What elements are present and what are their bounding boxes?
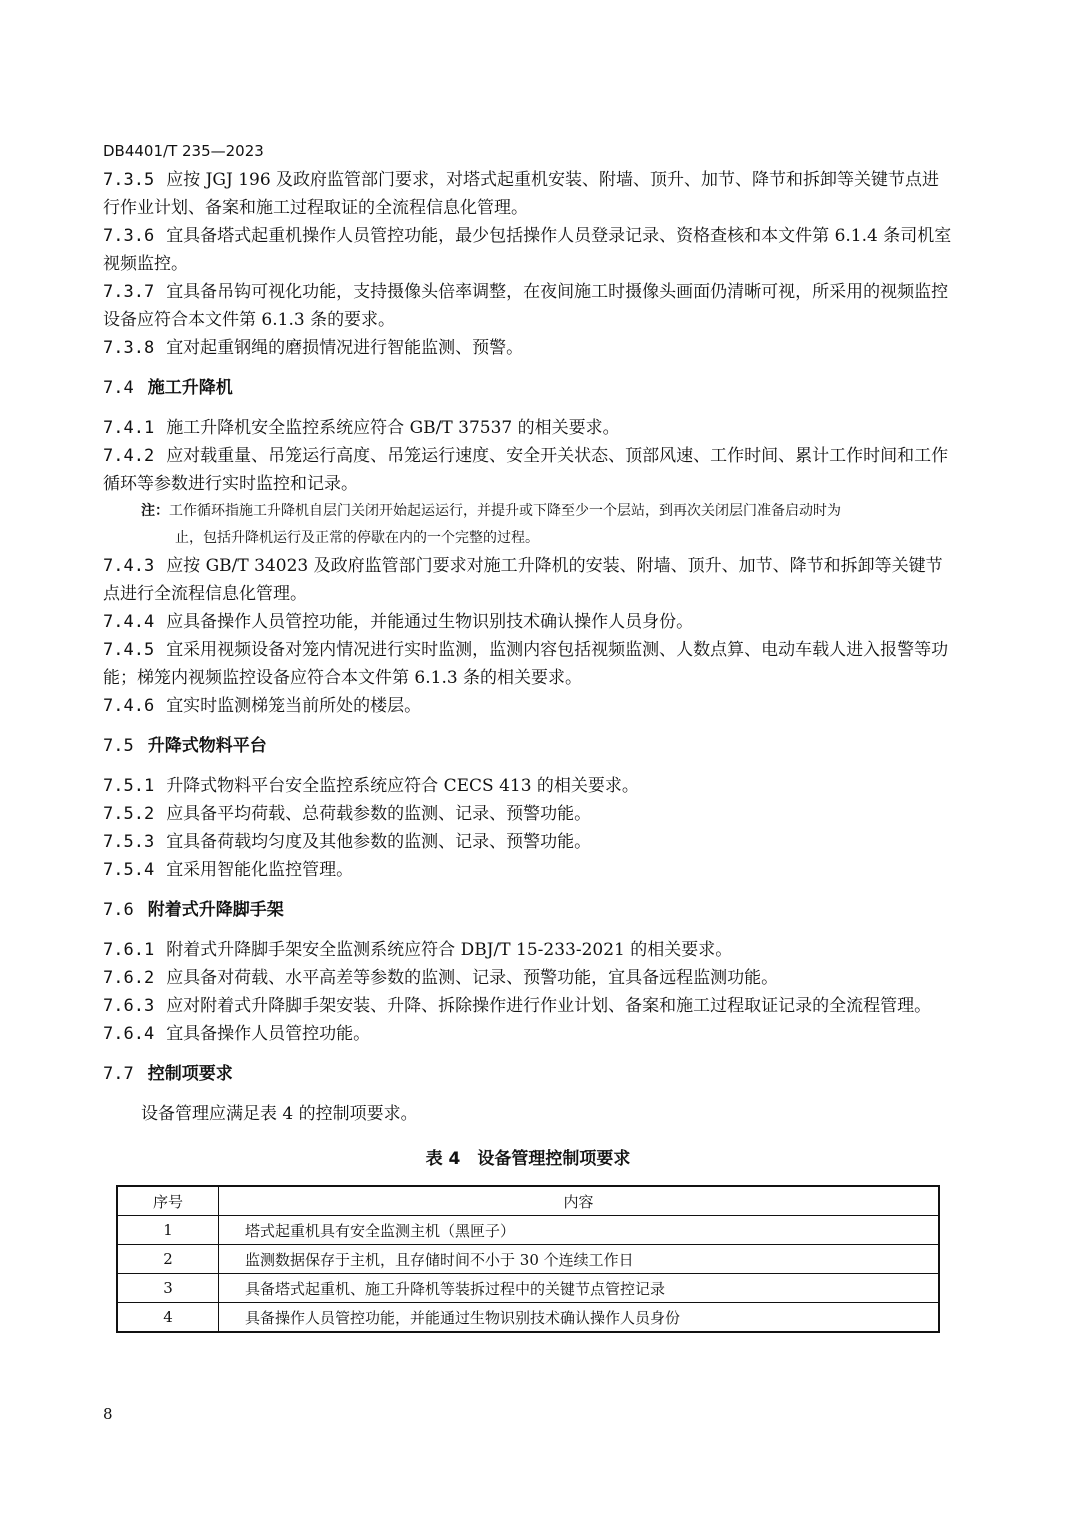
clause-text: 宜具备荷载均匀度及其他参数的监测、记录、预警功能。 xyxy=(166,832,592,852)
document-code: DB4401/T 235—2023 xyxy=(103,142,264,160)
clause-number: 7.4.5 xyxy=(103,640,155,660)
note-label: 注： xyxy=(141,503,169,519)
note xyxy=(103,498,953,552)
section-title: 施工升降机 xyxy=(147,378,233,398)
section-number: 7.4 xyxy=(103,378,134,398)
clause-paragraph xyxy=(103,936,953,964)
clause-text: 宜具备操作人员管控功能。 xyxy=(166,1024,371,1044)
clause-paragraph xyxy=(103,222,953,278)
section-number: 7.6 xyxy=(103,900,134,920)
clause-text: 宜对起重钢绳的磨损情况进行智能监测、预警。 xyxy=(166,338,524,358)
row-index-cell: 2 xyxy=(117,1245,219,1274)
section-heading xyxy=(103,896,953,924)
clause-number: 7.3.8 xyxy=(103,338,155,358)
clause-text: 宜采用智能化监控管理。 xyxy=(166,860,354,880)
table-row xyxy=(117,1274,939,1303)
clause-text: 宜采用视频设备对笼内情况进行实时监测，监测内容包括视频监测、人数点算、电动车载人进入报警等功能；梯笼内视频监控设备应符合本文件第 6.1.3 条的相关要求。 xyxy=(103,640,949,688)
clause-text: 应具备平均荷载、总荷载参数的监测、记录、预警功能。 xyxy=(166,804,592,824)
clause-text: 宜具备吊钩可视化功能，支持摄像头倍率调整，在夜间施工时摄像头画面仍清晰可视，所采用的视频监控设备应符合本文件第 6.1.3 条的要求。 xyxy=(103,282,949,330)
clause-paragraph xyxy=(103,800,953,828)
section-title: 附着式升降脚手架 xyxy=(147,900,284,920)
clause-number: 7.5.3 xyxy=(103,832,155,852)
row-index-cell: 3 xyxy=(117,1274,219,1303)
clause-number: 7.5.4 xyxy=(103,860,155,880)
clause-paragraph xyxy=(103,772,953,800)
clause-paragraph xyxy=(103,692,953,720)
section-heading xyxy=(103,374,953,402)
clause-number: 7.6.2 xyxy=(103,968,155,988)
row-content-cell: 塔式起重机具有安全监测主机（黑匣子） xyxy=(219,1216,940,1245)
clause-text: 应按 GB/T 34023 及政府监管部门要求对施工升降机的安装、附墙、顶升、加节、降节和拆卸等关键节点进行全流程信息化管理。 xyxy=(103,556,943,604)
clause-paragraph xyxy=(103,552,953,608)
clause-number: 7.4.2 xyxy=(103,446,155,466)
clause-text: 应按 JGJ 196 及政府监管部门要求，对塔式起重机安装、附墙、顶升、加节、降节和拆卸等关键节点进行作业计划、备案和施工过程取证的全流程信息化管理。 xyxy=(103,170,940,218)
section-heading xyxy=(103,732,953,760)
table-header-row xyxy=(117,1186,939,1216)
table-row xyxy=(117,1303,939,1333)
clause-number: 7.6.4 xyxy=(103,1024,155,1044)
clause-number: 7.4.3 xyxy=(103,556,155,576)
clause-paragraph xyxy=(103,1020,953,1048)
page-number: 8 xyxy=(103,1405,113,1423)
note-text-line-2: 止，包括升降机运行及正常的停歇在内的一个完整的过程。 xyxy=(175,530,539,546)
clause-text: 施工升降机安全监控系统应符合 GB/T 37537 的相关要求。 xyxy=(166,418,620,438)
row-content-cell: 监测数据保存于主机，且存储时间不小于 30 个连续工作日 xyxy=(219,1245,940,1274)
section-number: 7.5 xyxy=(103,736,134,756)
section-title: 升降式物料平台 xyxy=(147,736,267,756)
clause-number: 7.3.7 xyxy=(103,282,155,302)
clause-paragraph xyxy=(103,992,953,1020)
row-index-cell: 1 xyxy=(117,1216,219,1245)
clause-number: 7.3.5 xyxy=(103,170,155,190)
clause-paragraph xyxy=(103,414,953,442)
row-content-cell: 具备操作人员管控功能，并能通过生物识别技术确认操作人员身份 xyxy=(219,1303,940,1333)
clause-paragraph xyxy=(103,166,953,222)
clause-text: 宜具备塔式起重机操作人员管控功能，最少包括操作人员登录记录、资格查核和本文件第 6.1.4 条司机室视频监控。 xyxy=(103,226,952,274)
clause-text: 应具备对荷载、水平高差等参数的监测、记录、预警功能，宜具备远程监测功能。 xyxy=(166,968,779,988)
clause-paragraph xyxy=(103,964,953,992)
clause-text: 应对载重量、吊笼运行高度、吊笼运行速度、安全开关状态、顶部风速、工作时间、累计工作时间和工作循环等参数进行实时监控和记录。 xyxy=(103,446,949,494)
clause-paragraph xyxy=(103,442,953,498)
table-row xyxy=(117,1245,939,1274)
clause-number: 7.6.1 xyxy=(103,940,155,960)
row-content-cell: 具备塔式起重机、施工升降机等装拆过程中的关键节点管控记录 xyxy=(219,1274,940,1303)
clause-number: 7.4.6 xyxy=(103,696,155,716)
clause-paragraph xyxy=(103,636,953,692)
clause-paragraph xyxy=(103,334,953,362)
header-cell-content: 内容 xyxy=(219,1186,940,1216)
clause-number: 7.6.3 xyxy=(103,996,155,1016)
section-title: 控制项要求 xyxy=(147,1064,233,1084)
clause-paragraph xyxy=(103,608,953,636)
control-items-table xyxy=(116,1185,940,1333)
clause-number: 7.3.6 xyxy=(103,226,155,246)
clause-number: 7.4.4 xyxy=(103,612,155,632)
clause-paragraph xyxy=(103,856,953,884)
section-heading xyxy=(103,1060,953,1088)
note-text-line-1: 工作循环指施工升降机自层门关闭开始起运运行，并提升或下降至少一个层站，到再次关闭层门准备启动时为 xyxy=(169,503,841,519)
clause-text: 应对附着式升降脚手架安装、升降、拆除操作进行作业计划、备案和施工过程取证记录的全流程管理。 xyxy=(166,996,932,1016)
clause-number: 7.4.1 xyxy=(103,418,155,438)
table-row xyxy=(117,1216,939,1245)
clause-paragraph xyxy=(103,278,953,334)
table-caption: 表 4 设备管理控制项要求 xyxy=(425,1149,631,1169)
section-number: 7.7 xyxy=(103,1064,134,1084)
clause-number: 7.5.1 xyxy=(103,776,155,796)
clause-text: 宜实时监测梯笼当前所处的楼层。 xyxy=(166,696,422,716)
main-content xyxy=(103,166,953,1333)
clause-paragraph xyxy=(103,828,953,856)
intro-paragraph: 设备管理应满足表 4 的控制项要求。 xyxy=(141,1104,418,1124)
clause-text: 应具备操作人员管控功能，并能通过生物识别技术确认操作人员身份。 xyxy=(166,612,694,632)
clause-text: 升降式物料平台安全监控系统应符合 CECS 413 的相关要求。 xyxy=(166,776,639,796)
header-cell-index: 序号 xyxy=(117,1186,219,1216)
clause-number: 7.5.2 xyxy=(103,804,155,824)
clause-text: 附着式升降脚手架安全监测系统应符合 DBJ/T 15-233-2021 的相关要求。 xyxy=(166,940,733,960)
row-index-cell: 4 xyxy=(117,1303,219,1333)
